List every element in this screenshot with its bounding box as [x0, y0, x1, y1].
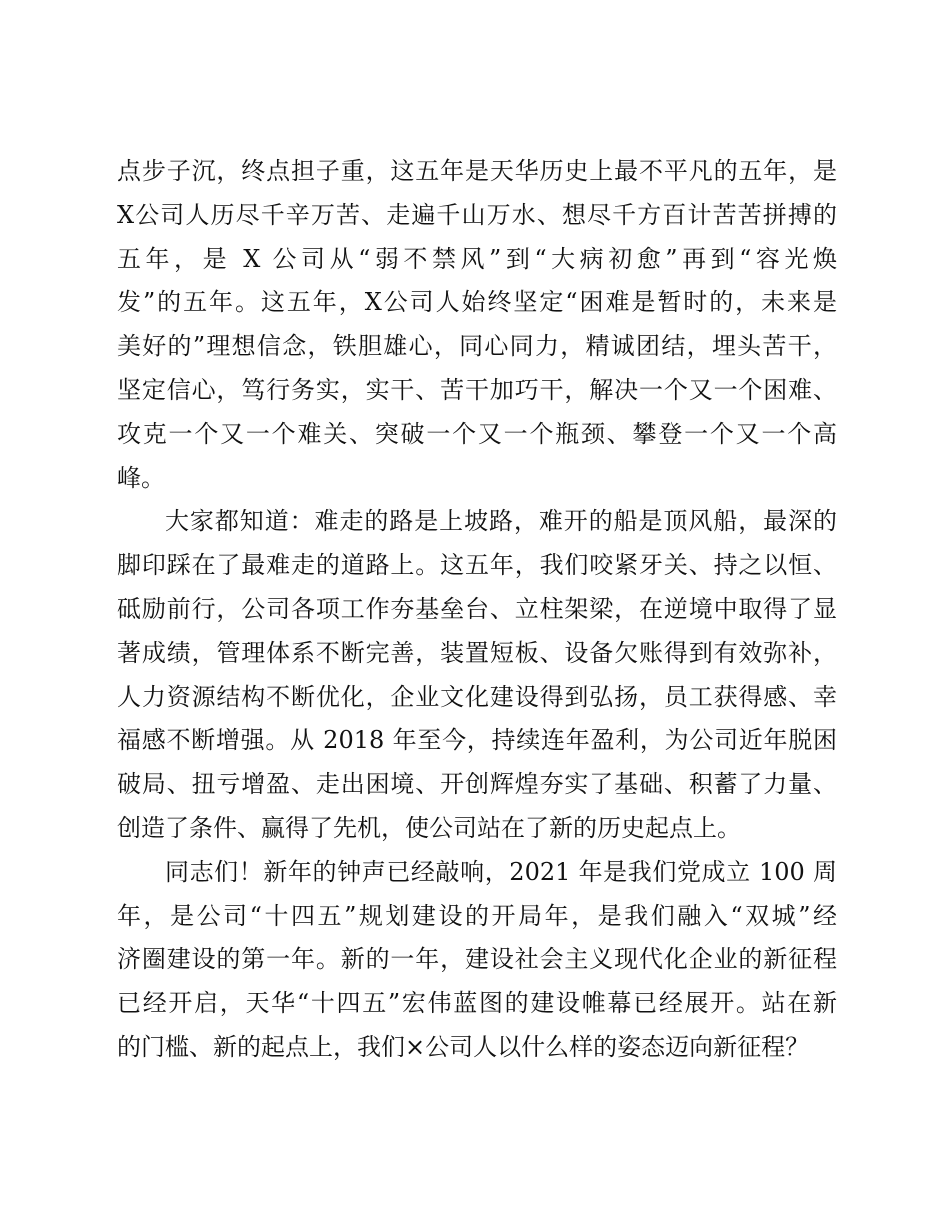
- text-line: 美好的”理想信念，铁胆雄心，同心同力，精诚团结，埋头苦干，: [117, 332, 837, 361]
- text-line: 脚印踩在了最难走的道路上。这五年，我们咬紧牙关、持之以恒、: [117, 551, 837, 580]
- text-line: 济圈建设的第一年。新的一年，建设社会主义现代化企业的新征程: [117, 945, 837, 974]
- paragraph: [117, 853, 837, 1072]
- text-line: 攻克一个又一个难关、突破一个又一个瓶颈、攀登一个又一个高: [117, 419, 837, 448]
- text-line: 同志们！新年的钟声已经敲响，2021 年是我们党成立 100 周: [165, 857, 837, 886]
- text-line: 破局、扭亏增盈、走出困境、开创辉煌夯实了基础、积蓄了力量、: [117, 770, 837, 799]
- text-line: 的门槛、新的起点上，我们×公司人以什么样的姿态迈向新征程？: [117, 1032, 810, 1061]
- text-line: 发”的五年。这五年，X公司人始终坚定“困难是暂时的，未来是: [117, 288, 837, 317]
- body-text: [117, 152, 837, 1072]
- text-line: 点步子沉，终点担子重，这五年是天华历史上最不平凡的五年，是: [117, 157, 837, 185]
- text-line: 著成绩，管理体系不断完善，装置短板、设备欠账得到有效弥补，: [117, 638, 837, 667]
- text-line: 人力资源结构不断优化，企业文化建设得到弘扬，员工获得感、幸: [117, 682, 837, 711]
- text-line: 五年，是 X 公司从“弱不禁风”到“大病初愈”再到“容光焕: [117, 244, 837, 273]
- text-line: 大家都知道：难走的路是上坡路，难开的船是顶风船，最深的: [165, 507, 837, 536]
- text-line: 创造了条件、赢得了先机，使公司站在了新的历史起点上。: [117, 813, 741, 842]
- text-line: 坚定信心，笃行务实，实干、苦干加巧干，解决一个又一个困难、: [117, 375, 837, 404]
- paragraph: [117, 152, 837, 502]
- text-line: 峰。: [117, 463, 165, 492]
- text-line: 福感不断增强。从 2018 年至今，持续连年盈利，为公司近年脱困: [117, 726, 837, 755]
- text-line: 已经开启，天华“十四五”宏伟蓝图的建设帷幕已经展开。站在新: [117, 989, 837, 1018]
- text-line: X公司人历尽千辛万苦、走遍千山万水、想尽千方百计苦苦拼搏的: [117, 200, 837, 229]
- paragraph: [117, 502, 837, 852]
- text-line: 年，是公司“十四五”规划建设的开局年，是我们融入“双城”经: [117, 901, 837, 930]
- text-line: 砥励前行，公司各项工作夯基垒台、立柱架梁，在逆境中取得了显: [117, 594, 837, 623]
